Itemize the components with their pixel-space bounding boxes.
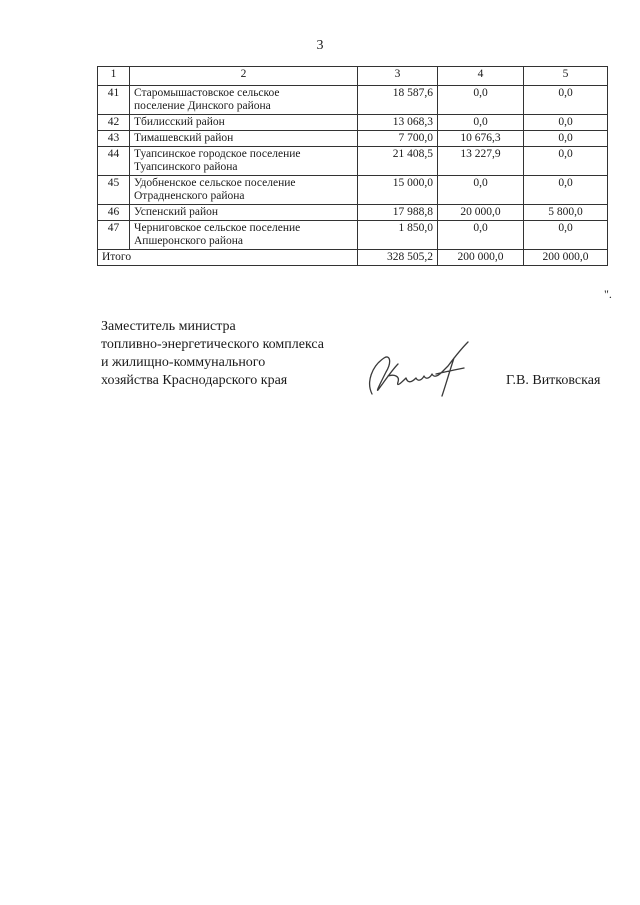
- value-cell: 17 988,8: [358, 205, 438, 221]
- value-cell: 21 408,5: [358, 147, 438, 176]
- value-cell: 10 676,3: [438, 131, 524, 147]
- municipality-name: [130, 115, 358, 131]
- column-header: 4: [438, 67, 524, 86]
- name-line: Старомышастовское сельское: [134, 87, 280, 99]
- table-header-row: [98, 67, 608, 86]
- table-row: [98, 147, 608, 176]
- municipality-name: [130, 147, 358, 176]
- table-total-row: [98, 250, 608, 266]
- total-value: 200 000,0: [438, 250, 524, 266]
- value-cell: 0,0: [524, 131, 608, 147]
- value-cell: 0,0: [438, 176, 524, 205]
- value-cell: 7 700,0: [358, 131, 438, 147]
- value-cell: 20 000,0: [438, 205, 524, 221]
- value-cell: 0,0: [524, 147, 608, 176]
- municipality-name: [130, 205, 358, 221]
- name-line: Черниговское сельское поселение: [134, 222, 301, 234]
- column-header: 3: [358, 67, 438, 86]
- signatory-title-line: топливно-энергетического комплекса: [101, 337, 324, 352]
- name-line: Удобненское сельское поселение: [134, 177, 296, 189]
- total-value: 200 000,0: [524, 250, 608, 266]
- name-line: Тбилисский район: [134, 116, 225, 128]
- name-line: Апшеронского района: [134, 235, 244, 247]
- total-label: Итого: [98, 250, 358, 266]
- row-number: 45: [98, 176, 130, 205]
- row-number: 46: [98, 205, 130, 221]
- municipality-name: [130, 221, 358, 250]
- value-cell: 13 227,9: [438, 147, 524, 176]
- row-number: 47: [98, 221, 130, 250]
- table-row: [98, 131, 608, 147]
- name-line: Тимашевский район: [134, 132, 234, 144]
- name-line: Успенский район: [134, 206, 219, 218]
- table-row: [98, 86, 608, 115]
- value-cell: 0,0: [438, 221, 524, 250]
- value-cell: 0,0: [524, 221, 608, 250]
- name-line: Туапсинское городское поселение: [134, 148, 301, 160]
- page-number: 3: [316, 38, 324, 53]
- value-cell: 0,0: [524, 176, 608, 205]
- value-cell: 0,0: [524, 115, 608, 131]
- value-cell: 0,0: [524, 86, 608, 115]
- table-row: [98, 221, 608, 250]
- column-header: 1: [98, 67, 130, 86]
- value-cell: 13 068,3: [358, 115, 438, 131]
- value-cell: 5 800,0: [524, 205, 608, 221]
- row-number: 42: [98, 115, 130, 131]
- name-line: Отрадненского района: [134, 190, 245, 202]
- signatory-title-line: хозяйства Краснодарского края: [101, 373, 288, 388]
- row-number: 44: [98, 147, 130, 176]
- data-table: [97, 66, 608, 266]
- column-header: 2: [130, 67, 358, 86]
- value-cell: 18 587,6: [358, 86, 438, 115]
- row-number: 41: [98, 86, 130, 115]
- row-number: 43: [98, 131, 130, 147]
- signatory-title: [101, 318, 324, 390]
- municipality-name: [130, 86, 358, 115]
- handwritten-signature-icon: [358, 336, 488, 406]
- municipality-name: [130, 131, 358, 147]
- name-line: поселение Динского района: [134, 100, 271, 112]
- municipality-name: [130, 176, 358, 205]
- value-cell: 1 850,0: [358, 221, 438, 250]
- name-line: Туапсинского района: [134, 161, 238, 173]
- value-cell: 0,0: [438, 86, 524, 115]
- value-cell: 0,0: [438, 115, 524, 131]
- signatory-title-line: и жилищно-коммунального: [101, 355, 266, 370]
- column-header: 5: [524, 67, 608, 86]
- value-cell: 15 000,0: [358, 176, 438, 205]
- total-value: 328 505,2: [358, 250, 438, 266]
- table-row: [98, 205, 608, 221]
- signatory-name: Г.В. Витковская: [506, 373, 601, 388]
- closing-quote-mark: ".: [604, 287, 612, 301]
- table-row: [98, 176, 608, 205]
- signatory-title-line: Заместитель министра: [101, 319, 236, 334]
- table-row: [98, 115, 608, 131]
